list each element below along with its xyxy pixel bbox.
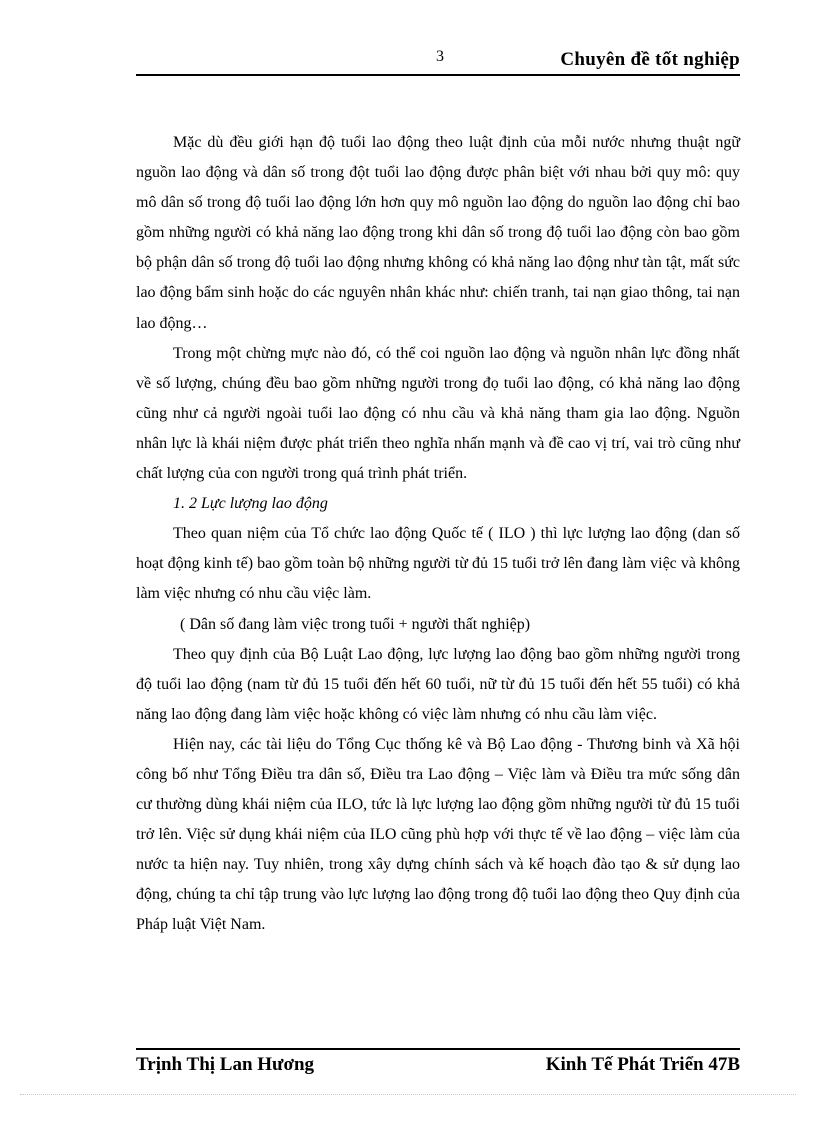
formula-note: ( Dân số đang làm việc trong tuổi + người thất nghiệp)	[180, 615, 531, 633]
section-heading: 1. 2 Lực lượng lao động	[173, 495, 328, 513]
footer-divider	[136, 1048, 740, 1050]
page-header	[136, 46, 740, 74]
document-title: Chuyên đề tốt nghiệp	[560, 49, 740, 70]
body-paragraph: Theo quy định của Bộ Luật Lao động, lực lượng lao động bao gồm những người trong độ tuổi lao động (nam từ đủ 15 tuổi đến hết 60 tuổi, nữ từ đủ 15 tuổi đến hết 55 tuổi) có khả năng lao động đang làm việc hoặc không có việc làm nhưng có nhu cầu làm việc.	[136, 645, 740, 723]
footer-department: Kinh Tế Phát Triển 47B	[545, 1054, 740, 1075]
body-paragraph: Trong một chừng mực nào đó, có thể coi nguồn lao động và nguồn nhân lực đồng nhất về số lượng, chúng đều bao gồm những người trong đọ tuổi lao động, có khả năng lao động cũng như cả người ngoài tuổi lao động có nhu cầu và khả năng tham gia lao động. Nguồn nhân lực là khái niệm được phát triển theo nghĩa nhấn mạnh và đề cao vị trí, vai trò cũng như chất lượng của con người trong quá trình phát triển.	[136, 344, 740, 483]
header-divider	[136, 74, 740, 76]
body-paragraph: Mặc dù đều giới hạn độ tuổi lao động theo luật định của mỗi nước nhưng thuật ngữ nguồn lao động và dân số trong đột tuổi lao động được phân biệt với nhau bởi quy mô: quy mô dân số trong độ tuổi lao động lớn hơn quy mô nguồn lao động do nguồn lao động chỉ bao gồm những người có khả năng lao động trong khi dân số trong độ tuổi lao động còn bao gồm bộ phận dân số trong độ tuổi lao động nhưng không có khả năng lao động như tàn tật, mất sức lao động bẩm sinh hoặc do các nguyên nhân khác như: chiến tranh, tai nạn giao thông, tai nạn lao động…	[136, 134, 740, 332]
body-paragraph: Theo quan niệm của Tổ chức lao động Quốc tế ( ILO ) thì lực lượng lao động (dan số hoạt động kinh tế) bao gồm toàn bộ những người từ đủ 15 tuổi trở lên đang làm việc và không làm việc nhưng có nhu cầu việc làm.	[136, 525, 740, 603]
document-body	[136, 128, 740, 941]
footer-author: Trịnh Thị Lan Hương	[136, 1054, 315, 1075]
page-number: 3	[436, 48, 444, 65]
page-boundary	[20, 1094, 796, 1095]
body-paragraph: Hiện nay, các tài liệu do Tổng Cục thống kê và Bộ Lao động - Thương binh và Xã hội công bố như Tổng Điều tra dân số, Điều tra Lao động – Việc làm và Điều tra mức sống dân cư thường dùng khái niệm của ILO, tức là lực lượng lao động gồm những người từ đủ 15 tuổi trở lên. Việc sử dụng khái niệm của ILO cũng phù hợp với thực tế về lao động – việc làm của nước ta hiện nay. Tuy nhiên, trong xây dựng chính sách và kế hoạch đào tạo & sử dụng lao động, chúng ta chỉ tập trung vào lực lượng lao động trong độ tuổi lao động theo Quy định của Pháp luật Việt Nam.	[136, 735, 740, 934]
